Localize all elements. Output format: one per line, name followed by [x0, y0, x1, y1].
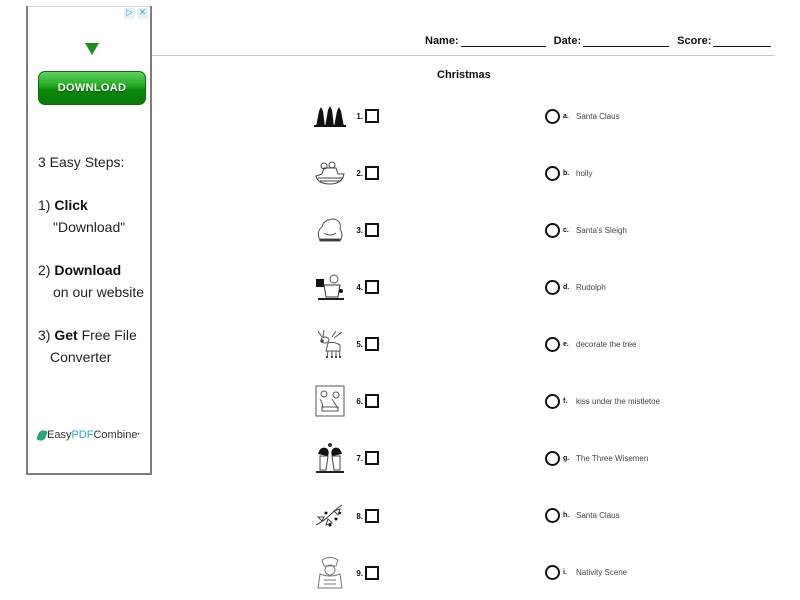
answer-text: kiss under the mistletoe — [576, 396, 661, 406]
logo-text-easy: Easy — [47, 429, 72, 441]
easypdfcombine-logo[interactable] — [38, 429, 140, 441]
answer-radio[interactable] — [545, 337, 560, 352]
answer-letter: c. — [563, 226, 569, 234]
answer-box[interactable] — [365, 566, 379, 580]
answer-box[interactable] — [365, 166, 379, 180]
ad-controls — [124, 8, 148, 19]
question-number: 1. — [356, 111, 363, 121]
answer-radio[interactable] — [545, 223, 560, 238]
score-blank — [713, 35, 771, 47]
ad-choices-icon[interactable]: ▷ — [124, 8, 135, 19]
question-row — [313, 332, 379, 356]
answer-letter: g. — [563, 454, 570, 462]
answer-box[interactable] — [365, 337, 379, 351]
question-row — [313, 218, 379, 242]
step-line2: "Download" — [53, 219, 126, 235]
answer-radio[interactable] — [545, 565, 560, 580]
decorate-tree-picture — [313, 273, 347, 301]
answer-option — [545, 277, 606, 297]
step-prefix: 3) — [38, 327, 55, 343]
name-blank — [461, 35, 546, 47]
three-wisemen-picture — [313, 102, 347, 130]
answer-option — [545, 334, 636, 354]
answer-radio[interactable] — [545, 394, 560, 409]
question-row — [313, 561, 379, 585]
santa-claus-picture-2 — [313, 559, 347, 587]
ad-top-border — [28, 6, 150, 7]
answer-radio[interactable] — [545, 166, 560, 181]
mistletoe-kiss-picture — [313, 444, 347, 472]
answer-option — [545, 505, 620, 525]
answer-radio[interactable] — [545, 451, 560, 466]
date-field — [554, 35, 670, 47]
ad-panel — [26, 6, 152, 475]
holly-picture — [313, 502, 347, 530]
answer-radio[interactable] — [545, 280, 560, 295]
answer-option — [545, 448, 648, 468]
answer-letter: d. — [563, 283, 570, 291]
rudolph-picture — [313, 330, 347, 358]
step-prefix: 2) — [38, 262, 55, 278]
answer-text: Rudolph — [576, 282, 606, 292]
santa-sleigh-picture — [313, 159, 347, 187]
answer-radio[interactable] — [545, 508, 560, 523]
logo-text-combine: Combine — [93, 429, 138, 441]
answer-text: The Three Wisemen — [576, 453, 649, 463]
question-row — [313, 161, 379, 185]
worksheet-header — [425, 35, 771, 47]
answer-box[interactable] — [365, 394, 379, 408]
answer-letter: h. — [563, 511, 570, 519]
step-bold: Get — [54, 327, 78, 343]
worksheet-title: Christmas — [437, 69, 491, 81]
close-icon[interactable]: ✕ — [138, 8, 147, 18]
date-label: Date: — [553, 35, 582, 47]
answer-option — [545, 562, 627, 582]
answer-text: Nativity Scene — [576, 567, 628, 577]
score-field — [677, 35, 771, 47]
answer-option — [545, 163, 592, 183]
step-2 — [38, 259, 144, 303]
step-line2: on our website — [53, 284, 145, 300]
answer-box[interactable] — [365, 451, 379, 465]
question-row — [313, 104, 379, 128]
question-number: 9. — [356, 568, 363, 578]
answer-radio[interactable] — [545, 109, 560, 124]
answer-text: Santa Claus — [576, 111, 620, 121]
date-blank — [583, 35, 669, 47]
download-button[interactable]: DOWNLOAD — [38, 71, 146, 105]
answer-letter: i. — [563, 568, 567, 576]
step-3 — [38, 324, 137, 368]
step-1 — [38, 194, 125, 238]
question-number: 8. — [356, 511, 363, 521]
answer-option — [545, 220, 627, 240]
step-prefix: 1) — [38, 197, 55, 213]
question-row — [313, 389, 379, 413]
steps-title: 3 Easy Steps: — [38, 154, 125, 170]
score-label: Score: — [677, 35, 712, 47]
question-row — [313, 446, 379, 470]
answer-text: Santa's Sleigh — [576, 225, 627, 235]
down-arrow-icon — [85, 43, 99, 55]
answer-box[interactable] — [365, 109, 379, 123]
question-number: 4. — [356, 282, 363, 292]
answer-text: Santa Claus — [576, 510, 620, 520]
step-bold: Download — [54, 262, 122, 278]
answer-option — [545, 391, 660, 411]
question-row — [313, 275, 379, 299]
nativity-scene-picture — [313, 387, 347, 415]
leaf-icon — [36, 428, 47, 441]
answer-box[interactable] — [365, 223, 379, 237]
answer-box[interactable] — [365, 509, 379, 523]
question-number: 2. — [356, 168, 363, 178]
answer-letter: a. — [563, 112, 569, 120]
question-number: 5. — [356, 339, 363, 349]
answer-box[interactable] — [365, 280, 379, 294]
answer-option — [545, 106, 620, 126]
question-number: 6. — [356, 396, 363, 406]
name-label: Name: — [425, 35, 459, 47]
step-bold: Click — [54, 197, 88, 213]
question-row — [313, 504, 379, 528]
answer-text: holly — [576, 168, 593, 178]
question-number: 7. — [356, 453, 363, 463]
answer-text: decorate the tree — [576, 339, 637, 349]
logo-text-pdf: PDF — [71, 429, 94, 441]
santa-claus-picture — [313, 216, 347, 244]
step-line2: Converter — [50, 349, 112, 365]
name-field — [425, 35, 546, 47]
step-rest: Free File — [77, 327, 137, 343]
answer-letter: f. — [563, 397, 568, 405]
question-number: 3. — [356, 225, 363, 235]
logo-trademark: • — [137, 432, 140, 438]
header-divider — [152, 55, 775, 56]
answer-letter: b. — [563, 169, 570, 177]
answer-letter: e. — [563, 340, 569, 348]
